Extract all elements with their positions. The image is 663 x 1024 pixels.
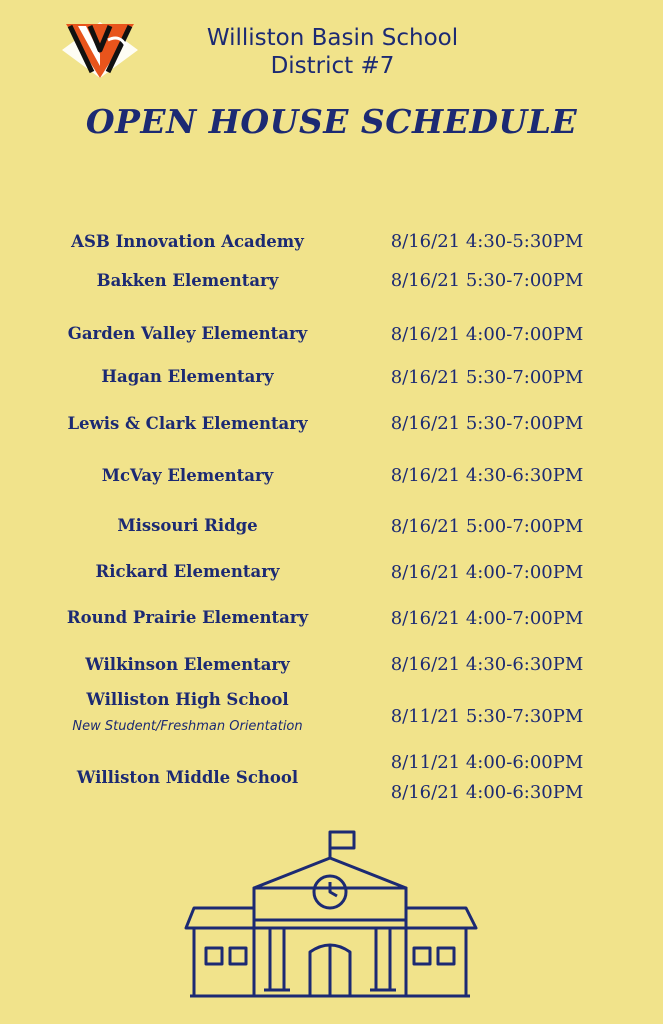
- open-house-time-williston-middle-2: 8/16/21 4:00-6:30PM: [390, 782, 584, 803]
- open-house-time-rickard: 8/16/21 4:00-7:00PM: [390, 562, 584, 583]
- wbsd-logo-icon: [60, 20, 140, 82]
- open-house-time-lewis-clark: 8/16/21 5:30-7:00PM: [390, 413, 584, 434]
- school-name-wilkinson: Wilkinson Elementary: [85, 655, 290, 674]
- open-house-time-bakken: 8/16/21 5:30-7:00PM: [390, 270, 584, 291]
- open-house-time-asb: 8/16/21 4:30-5:30PM: [390, 231, 584, 252]
- open-house-time-hagan: 8/16/21 5:30-7:00PM: [390, 367, 584, 388]
- clock-icon: [314, 876, 346, 908]
- open-house-time-williston-middle-1: 8/11/21 4:00-6:00PM: [390, 752, 584, 773]
- open-house-time-wilkinson: 8/16/21 4:30-6:30PM: [390, 654, 584, 675]
- school-name-williston-high: Williston High School: [86, 690, 289, 709]
- open-house-time-mcvay: 8/16/21 4:30-6:30PM: [390, 465, 584, 486]
- district-line-1: Williston Basin School: [206, 25, 459, 51]
- school-name-rickard: Rickard Elementary: [95, 562, 280, 581]
- school-name-garden-valley: Garden Valley Elementary: [67, 324, 308, 343]
- school-name-hagan: Hagan Elementary: [101, 367, 274, 386]
- open-house-time-garden-valley: 8/16/21 4:00-7:00PM: [390, 324, 584, 345]
- school-name-asb: ASB Innovation Academy: [71, 232, 304, 251]
- flag-icon: [330, 832, 354, 858]
- school-building-icon: [180, 828, 480, 1000]
- open-house-time-round-prairie: 8/16/21 4:00-7:00PM: [390, 608, 584, 629]
- open-house-time-missouri-ridge: 8/16/21 5:00-7:00PM: [390, 516, 584, 537]
- district-line-2: District #7: [270, 53, 395, 79]
- school-name-mcvay: McVay Elementary: [101, 466, 274, 485]
- school-name-bakken: Bakken Elementary: [96, 271, 279, 290]
- district-name: [175, 24, 490, 80]
- school-name-lewis-clark: Lewis & Clark Elementary: [67, 414, 308, 433]
- school-note-williston-high: New Student/Freshman Orientation: [72, 719, 303, 734]
- school-name-williston-middle: Williston Middle School: [76, 768, 299, 787]
- page-title: OPEN HOUSE SCHEDULE: [85, 102, 578, 141]
- school-name-round-prairie: Round Prairie Elementary: [66, 608, 309, 627]
- open-house-time-williston-high: 8/11/21 5:30-7:30PM: [390, 706, 584, 727]
- school-name-missouri-ridge: Missouri Ridge: [117, 516, 258, 535]
